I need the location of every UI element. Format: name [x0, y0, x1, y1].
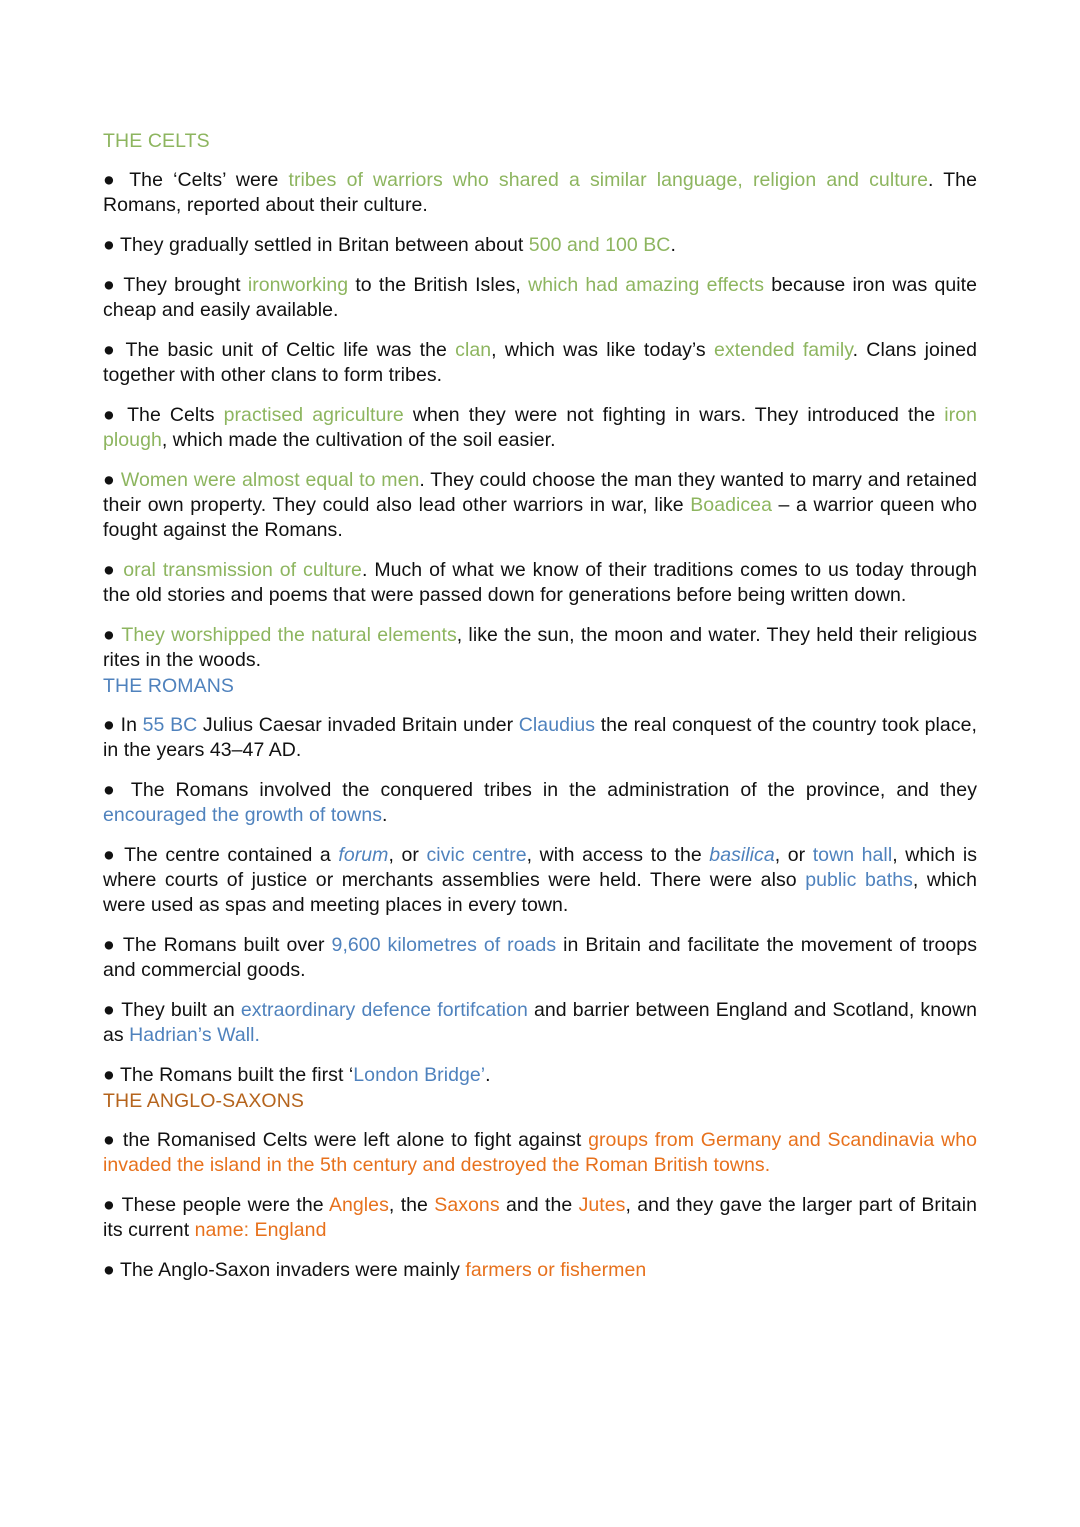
- text-run: , and they gave the larger part of Britain its current: [103, 1194, 977, 1241]
- highlighted-text: ironworking: [247, 274, 349, 296]
- highlighted-text: Jutes: [578, 1194, 626, 1216]
- text-run: .: [485, 1064, 491, 1086]
- text-run: ●: [103, 624, 122, 646]
- section-heading: THE ANGLO-SAXONS: [103, 1090, 304, 1112]
- section-heading: THE ROMANS: [103, 675, 235, 697]
- highlighted-text: Boadicea: [690, 494, 772, 516]
- highlighted-text: Women were almost equal to men: [120, 469, 420, 491]
- highlighted-text: practised agriculture: [223, 404, 404, 426]
- highlighted-text: name: England: [194, 1219, 327, 1241]
- highlighted-text: forum: [338, 844, 389, 866]
- text-run: Julius Caesar invaded Britain under: [197, 714, 519, 736]
- bullet-paragraph: [103, 273, 977, 323]
- text-run: . The Romans, reported about their culture.: [103, 169, 977, 216]
- text-run: when they were not fighting in wars. They introduced the: [403, 404, 945, 426]
- highlighted-text: Hadrian’s Wall.: [129, 1024, 260, 1046]
- bullet-paragraph: [103, 1258, 977, 1283]
- text-run: in Britain and facilitate the movement of troops and commercial goods.: [103, 934, 977, 981]
- highlighted-text: iron plough: [103, 404, 978, 451]
- bullet-paragraph: [103, 468, 977, 543]
- highlighted-text: extraordinary defence fortifcation: [240, 999, 528, 1021]
- text-run: , with access to the: [526, 844, 710, 866]
- text-run: ● The Romans involved the conquered tribes in the administration of the province, and they: [103, 779, 977, 801]
- bullet-paragraph: [103, 1063, 977, 1088]
- text-run: , or: [774, 844, 813, 866]
- text-run: ● The Celts: [103, 404, 224, 426]
- highlighted-text: which had amazing effects: [528, 274, 765, 296]
- text-run: ● The centre contained a: [103, 844, 339, 866]
- bullet-paragraph: [103, 933, 977, 983]
- text-run: ● These people were the: [103, 1194, 329, 1216]
- highlighted-text: basilica: [709, 844, 775, 866]
- text-run: , like the sun, the moon and water. They held their religious rites in the woods.: [103, 624, 977, 671]
- text-run: ● The basic unit of Celtic life was the: [103, 339, 456, 361]
- highlighted-text: tribes of warriors who shared a similar language, religion and culture: [288, 169, 928, 191]
- section-celts: [103, 128, 977, 673]
- bullet-paragraph: [103, 558, 977, 608]
- text-run: the real conquest of the country took place, in the years 43–47 AD.: [103, 714, 977, 761]
- text-run: ● In: [103, 714, 143, 736]
- text-run: ● The Anglo-Saxon invaders were mainly: [103, 1259, 466, 1281]
- bullet-paragraph: [103, 998, 977, 1048]
- bullet-paragraph: [103, 233, 977, 258]
- bullet-paragraph: [103, 1193, 977, 1243]
- bullet-paragraph: [103, 168, 977, 218]
- text-run: ●: [103, 469, 121, 491]
- highlighted-text: Saxons: [434, 1194, 500, 1216]
- text-run: , which made the cultivation of the soil easier.: [161, 429, 556, 451]
- text-run: ● The Romans built the first ‘: [103, 1064, 354, 1086]
- text-run: , or: [388, 844, 427, 866]
- highlighted-text: 55 BC: [142, 714, 198, 736]
- paragraph-list: [103, 713, 977, 1088]
- document-page: [103, 128, 977, 1283]
- section-heading: THE CELTS: [103, 130, 210, 152]
- text-run: ● They brought: [103, 274, 248, 296]
- text-run: , which were used as spas and meeting places in every town.: [103, 869, 977, 916]
- section-romans: [103, 673, 977, 1088]
- bullet-paragraph: [103, 623, 977, 673]
- highlighted-text: encouraged the growth of towns: [103, 804, 383, 826]
- text-run: . Much of what we know of their traditions comes to us today through the old stories and poems that were passed down for generations before being written down.: [103, 559, 977, 606]
- text-run: . Clans joined together with other clans to form tribes.: [103, 339, 977, 386]
- highlighted-text: London Bridge’: [353, 1064, 486, 1086]
- text-run: . They could choose the man they wanted to marry and retained their own property. They could also lead other warriors in war, like: [103, 469, 978, 516]
- highlighted-text: They worshipped the natural elements: [121, 624, 457, 646]
- highlighted-text: Angles: [328, 1194, 389, 1216]
- highlighted-text: groups from Germany and Scandinavia who invaded the island in the 5th century and destroyed the Roman British towns.: [103, 1129, 977, 1176]
- highlighted-text: clan: [455, 339, 492, 361]
- bullet-paragraph: [103, 713, 977, 763]
- text-run: ● The Romans built over: [103, 934, 332, 956]
- text-run: ●: [103, 559, 124, 581]
- text-run: and barrier between England and Scotland, known as: [103, 999, 978, 1046]
- highlighted-text: civic centre: [426, 844, 527, 866]
- highlighted-text: Claudius: [518, 714, 596, 736]
- highlighted-text: 9,600 kilometres of roads: [331, 934, 557, 956]
- text-run: , which was like today’s: [491, 339, 714, 361]
- text-run: ● The ‘Celts’ were: [103, 169, 289, 191]
- bullet-paragraph: [103, 778, 977, 828]
- text-run: – a warrior queen who fought against the Romans.: [103, 494, 977, 541]
- bullet-paragraph: [103, 338, 977, 388]
- section-anglo-saxons: [103, 1088, 977, 1283]
- paragraph-list: [103, 168, 977, 673]
- text-run: .: [670, 234, 676, 256]
- text-run: .: [382, 804, 388, 826]
- highlighted-text: 500 and 100 BC: [528, 234, 671, 256]
- text-run: and the: [499, 1194, 579, 1216]
- bullet-paragraph: [103, 1128, 977, 1178]
- bullet-paragraph: [103, 843, 977, 918]
- text-run: ● They gradually settled in Britan between about: [103, 234, 529, 256]
- text-run: to the British Isles,: [348, 274, 529, 296]
- text-run: , which is where courts of justice or merchants assemblies were held. There were also: [103, 844, 978, 891]
- highlighted-text: oral transmission of culture: [123, 559, 362, 581]
- text-run: because iron was quite cheap and easily available.: [103, 274, 977, 321]
- text-run: ● the Romanised Celts were left alone to fight against: [103, 1129, 589, 1151]
- paragraph-list: [103, 1128, 977, 1283]
- highlighted-text: farmers or fishermen: [465, 1259, 647, 1281]
- highlighted-text: town hall: [812, 844, 893, 866]
- bullet-paragraph: [103, 403, 977, 453]
- text-run: , the: [388, 1194, 435, 1216]
- text-run: ● They built an: [103, 999, 241, 1021]
- highlighted-text: public baths: [805, 869, 913, 891]
- highlighted-text: extended family: [713, 339, 853, 361]
